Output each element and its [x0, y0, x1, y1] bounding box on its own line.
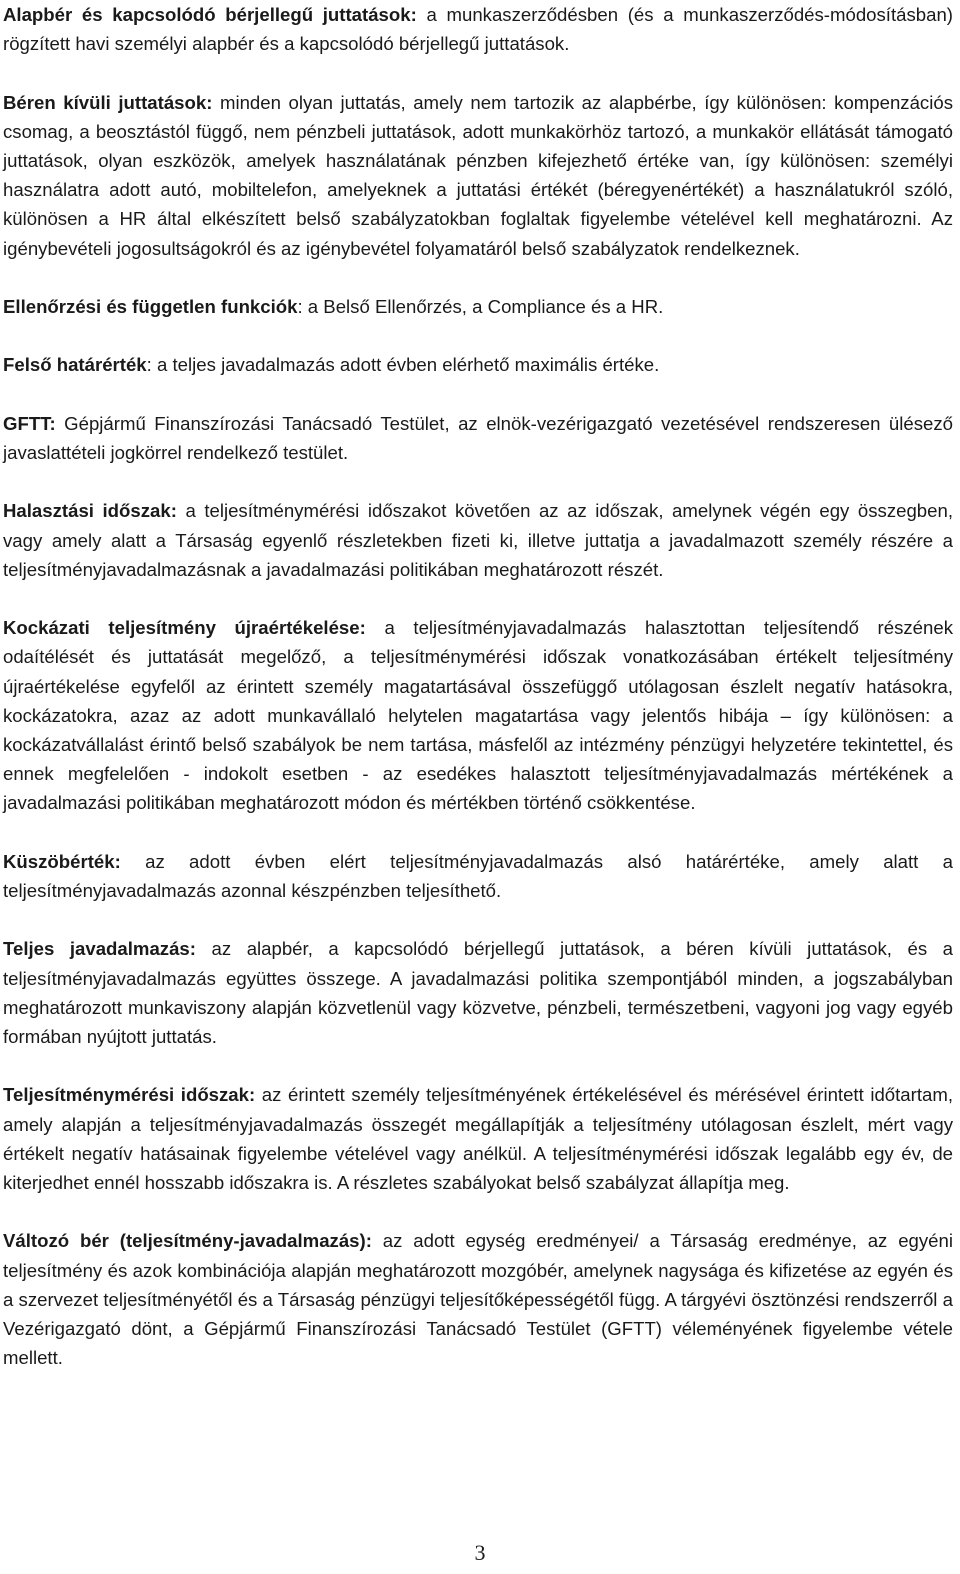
definition-text: az alapbér, a kapcsolódó bérjellegű juttatások, a béren kívüli juttatások, és a teljesítményjavadalmazás együttes összege. A javadalmazási politika szempontjából minden, a jogszabályban meghatározott munkaviszony alapján közvetlenül vagy közvetve, pénzbeli, természetbeni, vagyoni jog vagy egyéb formában nyújtott juttatás.: [3, 938, 953, 1047]
definition-text: a munkaszerződésben (és a munkaszerződés-módosításban) rögzített havi személyi alapbér és a kapcsolódó bérjellegű juttatások.: [3, 4, 953, 55]
definition-text: az adott egység eredményei/ a Társaság eredménye, az egyéni teljesítmény és azok kombinációja alapján meghatározott mozgóbér, amelynek nagysága és kifizetése az egyén és a szervezet teljesítményétől és a Társaság pénzügyi teljesítőképességétől függ. A tárgyévi ösztönzési rendszerről a Vezérigazgató dönt, a Gépjármű Finanszírozási Tanácsadó Testület (GFTT) véleményének figyelembe vétele mellett.: [3, 1230, 953, 1369]
definition-text: Gépjármű Finanszírozási Tanácsadó Testület, az elnök-vezérigazgató vezetésével rendszeresen ülésező javaslattételi jogkörrel rendelkező testület.: [3, 412, 953, 463]
document-body: [3, 0, 953, 1402]
definition-felso-hatarertek: [3, 350, 953, 379]
definition-term: Teljesítménymérési időszak:: [3, 1084, 256, 1106]
definition-term: GFTT:: [3, 412, 56, 434]
definition-kuszobertek: [3, 847, 953, 905]
definition-text: az adott évben elért teljesítményjavadalmazás alsó határértéke, amely alatt a teljesítményjavadalmazás azonnal készpénzben teljesíthető.: [3, 850, 953, 901]
definition-text: minden olyan juttatás, amely nem tartozik az alapbérbe, így különösen: kompenzációs csomag, a beosztástól függő, nem pénzbeli juttatások, adott munkakörhöz tartozó, a munkakör ellátását támogató juttatások, olyan eszközök, amelyek használatának pénzben kifejezhető értéke van, így különösen: személyi használatra adott autó, mobiltelefon, amelyeknek a juttatási értékét (béregyenértékét) a használatukról szóló, különösen a HR által elkészített belső szabályzatokban foglaltak figyelembe vételével kell meghatározni. Az igénybevételi jogosultságokról és az igénybevétel folyamatáról belső szabályzatok rendelkeznek.: [3, 91, 953, 259]
page-number: 3: [474, 1540, 486, 1565]
definition-term: Kockázati teljesítmény újraértékelése:: [3, 617, 366, 639]
definition-text: a teljesítményjavadalmazás halasztottan teljesítendő részének odaítélését és juttatását megelőző, a teljesítménymérési időszak vonatkozásában értékelt teljesítmény újraértékelése egyfelől az érintett személy magatartásával összefüggő utólagosan észlelt negatív hatásokra, kockázatokra, azaz az adott munkavállaló helytelen magatartása vagy jelentős hibája – így különösen: a kockázatvállalást érintő belső szabályok be nem tartása, másfelől az intézmény pénzügyi helyzetére tekintettel, és ennek megfelelően - indokolt esetben - az esedékes halasztott teljesítményjavadalmazás mértékének a javadalmazási politikában meghatározott módon és mértékben történő csökkentése.: [3, 617, 954, 814]
definition-text: : a teljes javadalmazás adott évben elérhető maximális értéke.: [146, 354, 660, 376]
definition-teljesitmenymeresi-idoszak: [3, 1080, 953, 1197]
definition-gftt: [3, 409, 953, 467]
definition-ellenorzesi: [3, 292, 953, 321]
definition-term: Változó bér (teljesítmény-javadalmazás):: [3, 1230, 372, 1252]
definition-term: Alapbér és kapcsolódó bérjellegű juttatások:: [3, 4, 417, 25]
definition-term: Ellenőrzési és független funkciók: [3, 296, 298, 317]
definition-beren-kivuli: [3, 88, 953, 263]
definition-kockazati-teljesitmeny: [3, 613, 953, 817]
definition-term: Felső határérték: [3, 354, 147, 376]
definition-teljes-javadalmazas: [3, 934, 953, 1051]
definition-text: az érintett személy teljesítményének értékelésével és mérésével érintett időtartam, amely alapján a teljesítményjavadalmazás összegét megállapítják a teljesítmény utólagosan észlelt, mért vagy értékelt negatív hatásainak figyelembe vételével vagy anélkül. A teljesítménymérési időszak legalább egy év, de kiterjedhet ennél hosszabb időszakra is. A részletes szabályokat belső szabályzat állapítja meg.: [3, 1084, 953, 1193]
definition-valtozo-ber: [3, 1226, 953, 1372]
definition-term: Halasztási időszak:: [3, 500, 177, 522]
definition-term: Teljes javadalmazás:: [3, 938, 196, 960]
definition-term: Béren kívüli juttatások:: [3, 91, 213, 113]
definition-text: a teljesítménymérési időszakot követően az az időszak, amelynek végén egy összegben, vagy amely alatt a Társaság egyenlő részletekben fizeti ki, illetve juttatja a javadalmazott személy részére a teljesítményjavadalmazásnak a javadalmazási politikában meghatározott részét.: [3, 500, 953, 580]
definition-term: Küszöbérték:: [3, 850, 121, 872]
definition-halasztasi-idoszak: [3, 496, 953, 584]
definition-text: : a Belső Ellenőrzés, a Compliance és a HR.: [297, 296, 664, 317]
definition-alapber: [3, 0, 953, 58]
